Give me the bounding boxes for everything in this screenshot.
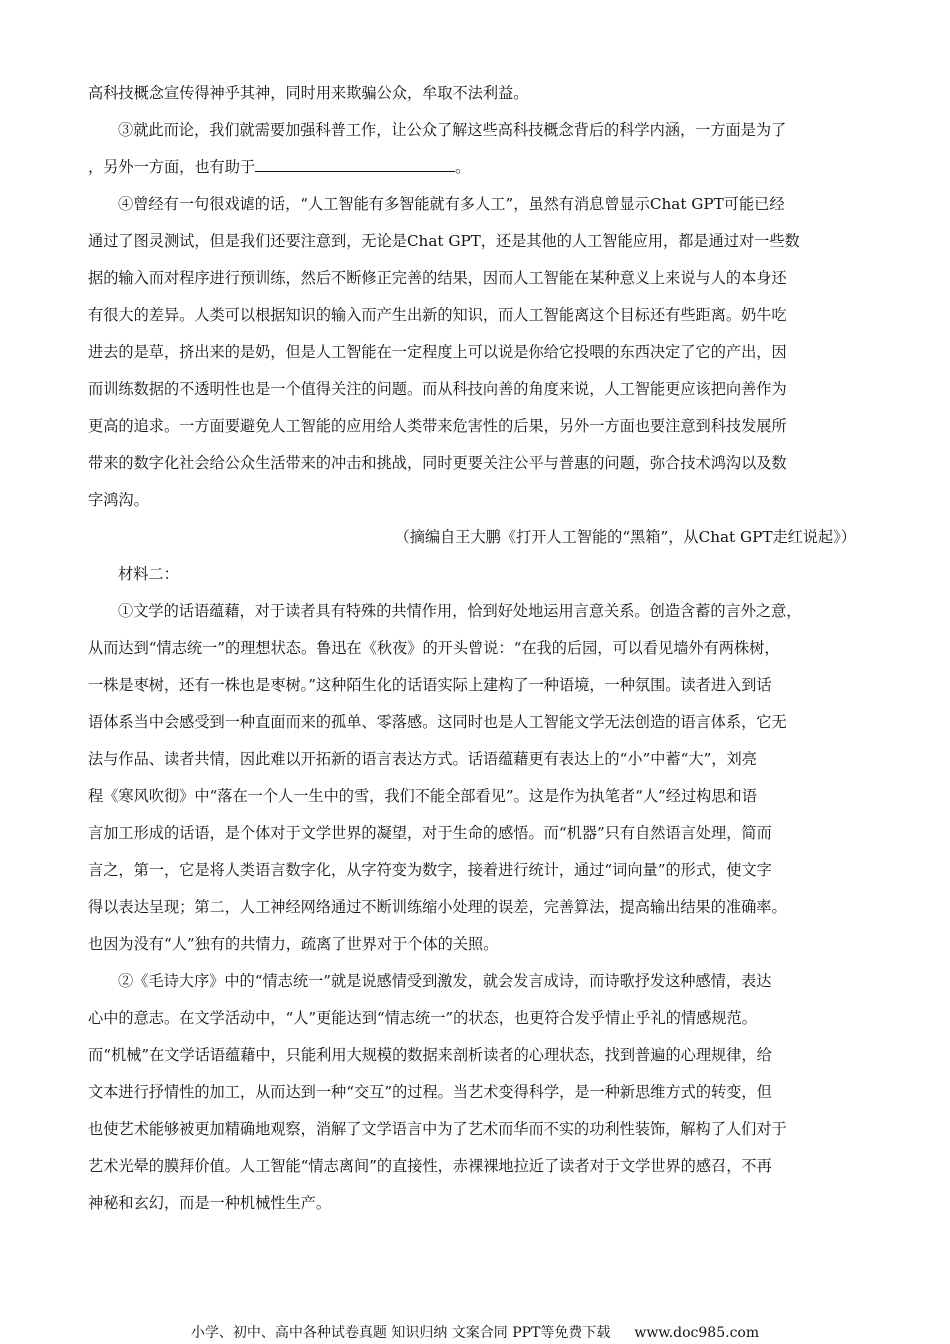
text-line: 语体系当中会感受到一种直面而来的孤单、零落感。这同时也是人工智能文学无法创造的语言体系，它无 bbox=[88, 713, 787, 731]
text-line: 程《寒风吹彻》中“落在一个人一生中的雪，我们不能全部看见”。这是作为执笔者“人”经过构思和语 bbox=[88, 787, 757, 805]
text-line: 从而达到“情志统一”的理想状态。鲁迅在《秋夜》的开头曾说：“在我的后园，可以看见墙外有两株树， bbox=[88, 639, 780, 657]
text-line: 有很大的差异。人类可以根据知识的输入而产生出新的知识，而人工智能离这个目标还有些距离。奶牛吃 bbox=[88, 306, 787, 324]
document-body bbox=[88, 78, 864, 1225]
footer-site-link[interactable]: www.doc985.com bbox=[634, 1325, 760, 1341]
text-line: ④曾经有一句很戏谑的话，“人工智能有多智能就有多人工”，虽然有消息曾显示Chat GPT可能已经 bbox=[118, 195, 785, 213]
text-line: 而训练数据的不透明性也是一个值得关注的问题。而从科技向善的角度来说，人工智能更应该把向善作为 bbox=[88, 380, 787, 398]
fill-blank-line bbox=[88, 152, 864, 189]
text-line: 神秘和玄幻，而是一种机械性生产。 bbox=[88, 1194, 331, 1212]
text-line: 文本进行抒情性的加工，从而达到一种“交互”的过程。当艺术变得科学，是一种新思维方式的转变，但 bbox=[88, 1083, 772, 1101]
footer-text: 小学、初中、高中各种试卷真题 知识归纳 文案合同 PPT等免费下载 bbox=[190, 1325, 611, 1341]
text-line: 一株是枣树，还有一株也是枣树。”这种陌生化的话语实际上建构了一种语境，一种氛围。读者进入到话 bbox=[88, 676, 772, 694]
text-line: 也使艺术能够被更加精确地观察，消解了文学语言中为了艺术而华而不实的功利性装饰，解构了人们对于 bbox=[88, 1120, 787, 1138]
text-line: 更高的追求。一方面要避免人工智能的应用给人类带来危害性的后果，另外一方面也要注意到科技发展所 bbox=[88, 417, 787, 435]
text-line: 带来的数字化社会给公众生活带来的冲击和挑战，同时更要关注公平与普惠的问题，弥合技术鸿沟以及数 bbox=[88, 454, 787, 472]
text-fragment: 。 bbox=[455, 158, 471, 176]
text-line: 高科技概念宣传得神乎其神，同时用来欺骗公众，牟取不法利益。 bbox=[88, 84, 529, 102]
text-line: ①文学的话语蕴藉，对于读者具有特殊的共情作用，恰到好处地运用言意关系。创造含蓄的言外之意， bbox=[118, 602, 802, 620]
text-line: 言之，第一，它是将人类语言数字化，从字符变为数字，接着进行统计，通过“词向量”的形式，使文字 bbox=[88, 861, 772, 879]
text-line: 也因为没有“人”独有的共情力，疏离了世界对于个体的关照。 bbox=[88, 935, 499, 953]
section-heading: 材料二： bbox=[118, 565, 179, 583]
text-fragment: ，另外一方面，也有助于 bbox=[88, 158, 256, 176]
source-citation: （摘编自王大鹏《打开人工智能的“黑箱”，从Chat GPT走红说起》） bbox=[394, 528, 856, 546]
text-line: 通过了图灵测试，但是我们还要注意到，无论是Chat GPT，还是其他的人工智能应用，都是通过对一些数 bbox=[88, 232, 800, 250]
page-footer bbox=[0, 1322, 950, 1342]
answer-blank[interactable] bbox=[255, 153, 455, 172]
text-line: 得以表达呈现；第二，人工神经网络通过不断训练缩小处理的误差，完善算法，提高输出结果的准确率。 bbox=[88, 898, 787, 916]
text-line: ②《毛诗大序》中的“情志统一”就是说感情受到激发，就会发言成诗，而诗歌抒发这种感情，表达 bbox=[118, 972, 772, 990]
text-line: 言加工形成的话语，是个体对于文学世界的凝望，对于生命的感悟。而“机器”只有自然语言处理，简而 bbox=[88, 824, 772, 842]
text-line: 心中的意志。在文学活动中，“人”更能达到“情志统一”的状态，也更符合发乎情止乎礼的情感规范。 bbox=[88, 1009, 757, 1027]
text-line: ③就此而论，我们就需要加强科普工作，让公众了解这些高科技概念背后的科学内涵，一方面是为了 bbox=[118, 121, 787, 139]
text-line: 艺术光晕的膜拜价值。人工智能“情志离间”的直接性，赤裸裸地拉近了读者对于文学世界的感召，不再 bbox=[88, 1157, 772, 1175]
text-line: 法与作品、读者共情，因此难以开拓新的语言表达方式。话语蕴藉更有表达上的“小”中蓄“大”，刘亮 bbox=[88, 750, 757, 768]
text-line: 据的输入而对程序进行预训练，然后不断修正完善的结果，因而人工智能在某种意义上来说与人的本身还 bbox=[88, 269, 787, 287]
text-line: 而“机械”在文学话语蕴藉中，只能利用大规模的数据来剖析读者的心理状态，找到普遍的心理规律，给 bbox=[88, 1046, 772, 1064]
text-line: 字鸿沟。 bbox=[88, 491, 149, 509]
text-line: 进去的是草，挤出来的是奶，但是人工智能在一定程度上可以说是你给它投喂的东西决定了它的产出，因 bbox=[88, 343, 787, 361]
